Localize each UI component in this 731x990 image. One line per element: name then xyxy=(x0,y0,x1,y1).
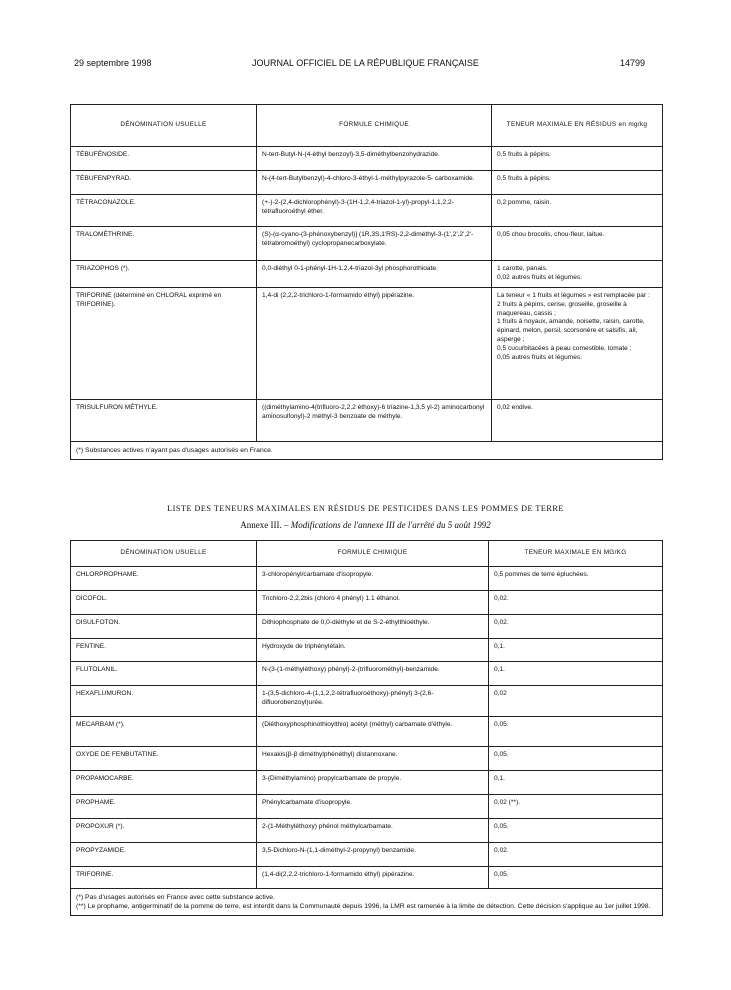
limit-line: La teneur « 1 fruits et légumes » est remplacée par : xyxy=(497,291,650,299)
limit-line: 0,05 chou brocolis, chou-fleur, laitue. xyxy=(497,231,605,238)
chemical-formula: 3,5-Dichloro-N-(1,1-diméthyl-2-propynyl) benzamide. xyxy=(257,843,489,867)
substance-name: TRALOMÉTHRINE. xyxy=(71,227,257,261)
table-row xyxy=(71,771,663,795)
substance-name: TÉTRACONAZOLE. xyxy=(71,195,257,227)
residue-table-2-body xyxy=(71,567,663,889)
table-row xyxy=(71,567,663,591)
residue-limit: 0,02. xyxy=(489,591,663,615)
table2-footnote: (*) Pas d'usages autorisés en France avec cette substance active. xyxy=(76,894,275,901)
residue-table-1-body xyxy=(71,147,663,442)
table-row xyxy=(71,843,663,867)
substance-name: TRISULFURON MÉTHYLE. xyxy=(71,399,257,441)
list-title: LISTE DES TENEURS MAXIMALES EN RÉSIDUS DE PESTICIDES DANS LES POMMES DE TERRE xyxy=(167,504,564,513)
table-row xyxy=(71,819,663,843)
chemical-formula: 2-(1-Méthyléthoxy) phénol méthylcarbamate. xyxy=(257,819,489,843)
table-row xyxy=(71,195,663,227)
residue-limit: 0,05. xyxy=(489,717,663,747)
substance-name: CHLORPROPHAME. xyxy=(71,567,257,591)
chemical-formula: Trichloro-2,2,2bis (chloro 4 phényl) 1.1 éthanol. xyxy=(257,591,489,615)
table-row xyxy=(71,686,663,717)
table-row xyxy=(71,717,663,747)
annex-label: Annexe III. – xyxy=(240,520,289,530)
table2-footnote: (**) Le prophame, antigerminatif de la pomme de terre, est interdit dans la Communauté depuis 1996, la LMR est ramenée à la limite de détection. Cette décision s'applique au 1er juillet 1998. xyxy=(76,903,651,911)
chemical-formula: Hexakis(β-β diméthylphénéthyl) distannoxane. xyxy=(257,747,489,771)
column-header-formula: FORMULE CHIMIQUE xyxy=(257,541,489,567)
chemical-formula: 1,4-di (2,2,2-trichloro-1-formamido éthyl) pipérazine. xyxy=(257,287,492,399)
residue-limit xyxy=(492,399,663,441)
limit-line: 1 fruits à noyaux, amande, noisette, raisin, carotte, épinard, melon, persil, scorsonère et salsifis, ail, asperge ; xyxy=(497,318,645,344)
limit-line: 0,5 cucurbitacées à peau comestible, tomate ; xyxy=(497,345,632,353)
limit-line: 2 fruits à pépins, cerise, groseille, groseille à maquereau, cassis ; xyxy=(497,300,627,317)
chemical-formula: Dithiophosphate de 0,0-diéthyle et de S-2-éthylthioéthyle. xyxy=(257,615,489,639)
chemical-formula: N-(3-(1-méthyléthoxy) phényl)-2-(trifluorométhyl)-benzamide. xyxy=(257,662,489,686)
chemical-formula: Hydroxyde de triphénylétain. xyxy=(257,639,489,662)
column-header-name: DÉNOMINATION USUELLE xyxy=(71,541,257,567)
column-header-name: DÉNOMINATION USUELLE xyxy=(71,105,257,147)
residue-limit: 0,1. xyxy=(489,662,663,686)
residue-table-2 xyxy=(70,540,663,916)
substance-name: FLUTOLANIL. xyxy=(71,662,257,686)
residue-limit: 0,02 (**). xyxy=(489,795,663,819)
table-row xyxy=(71,795,663,819)
substance-name: MECARBAM (*). xyxy=(71,717,257,747)
limit-line: 0,05 autres fruits et légumes. xyxy=(497,354,583,362)
substance-name: TRIFORINE (déterminé en CHLORAL exprimé en TRIFORINE). xyxy=(71,287,257,399)
substance-name: TRIAZOPHOS (*). xyxy=(71,261,257,288)
limit-line: 1 carotte, panais. xyxy=(497,265,548,272)
residue-limit xyxy=(492,147,663,171)
table-row xyxy=(71,227,663,261)
header-title: JOURNAL OFFICIEL DE LA RÉPUBLIQUE FRANÇAISE xyxy=(252,58,479,68)
header-date: 29 septembre 1998 xyxy=(74,58,152,68)
column-header-limit: TENEUR MAXIMALE EN MG/KG xyxy=(489,541,663,567)
limit-line: 0,5 fruits à pépins. xyxy=(497,175,551,182)
chemical-formula: (S)-(α-cyano-(3-phénoxybenzyl)] (1R,3S,1'RS)-2,2-diméthyl-3-(1',2',2',2'-tétrabromoéthyl) cyclopropanecarboxylate. xyxy=(257,227,492,261)
residue-limit: 0,02. xyxy=(489,615,663,639)
substance-name: PROPYZAMIDE. xyxy=(71,843,257,867)
residue-limit: 0,05. xyxy=(489,819,663,843)
substance-name: TÉBUFENPYRAD. xyxy=(71,171,257,195)
chemical-formula: 0,0-diéthyl 0-1-phényl-1H-1,2,4-triazol-3yl phosphorothioate. xyxy=(257,261,492,288)
residue-limit: 0,05. xyxy=(489,747,663,771)
substance-name: DICOFOL. xyxy=(71,591,257,615)
annex-text: Modifications de l'annexe III de l'arrêté du 5 août 1992 xyxy=(290,520,491,530)
column-header-limit: TENEUR MAXIMALE EN RÉSIDUS en mg/kg xyxy=(492,105,663,147)
residue-limit xyxy=(492,195,663,227)
chemical-formula: N-(4-tert-Butylbenzyl)-4-chloro-3-éthyl-1-méthylpyrazole-5- carboxamide. xyxy=(257,171,492,195)
substance-name: PROPOXUR (*). xyxy=(71,819,257,843)
substance-name: PROPAMOCARBE. xyxy=(71,771,257,795)
chemical-formula: (+-)-2-(2,4-dichlorophényl)-3-(1H-1,2,4-triazol-1-yl)-propyl-1,1,2,2-tétrafluoroéthyl éther. xyxy=(257,195,492,227)
substance-name: DISULFOTON. xyxy=(71,615,257,639)
limit-line: 0,02 autres fruits et légumes. xyxy=(497,273,583,281)
table1-footnote: (*) Substances actives n'ayant pas d'usages autorisés en France. xyxy=(71,441,663,459)
residue-table-1 xyxy=(70,104,663,460)
limit-line: 0,02 endive. xyxy=(497,403,533,411)
table-row xyxy=(71,747,663,771)
table-row xyxy=(71,662,663,686)
residue-limit: 0,1. xyxy=(489,771,663,795)
table-row xyxy=(71,615,663,639)
residue-limit: 0,02 xyxy=(489,686,663,717)
table-row xyxy=(71,591,663,615)
header-page-number: 14799 xyxy=(620,58,646,68)
residue-limit xyxy=(492,287,663,399)
substance-name: OXYDE DE FENBUTATINE. xyxy=(71,747,257,771)
chemical-formula: N-tert-Butyl-N-(4-éthyl benzoyl)-3,5-diméthylbenzohydrazide. xyxy=(257,147,492,171)
substance-name: TÉBUFÉNOSIDE. xyxy=(71,147,257,171)
residue-limit xyxy=(492,227,663,261)
residue-limit: 0,05. xyxy=(489,867,663,889)
chemical-formula: 1-(3,5-dichloro-4-(1,1,2,2-tétrafluoroéthoxy)-phényl) 3-(2,6-difluorobenzoyl)urée. xyxy=(257,686,489,717)
residue-limit: 0,1. xyxy=(489,639,663,662)
chemical-formula: ((diméthylamino-4(trifluoro-2,2,2 éthoxy)-6 triazine-1,3,5 yl-2) aminocarbonyl aminosulfonyl)-2 méthyl-3 benzoate de méthyle. xyxy=(257,399,492,441)
substance-name: FENTINE. xyxy=(71,639,257,662)
table-row xyxy=(71,287,663,399)
table-row xyxy=(71,261,663,288)
substance-name: TRIFORINE. xyxy=(71,867,257,889)
chemical-formula: (1,4-di(2,2,2-trichloro-1-formamido éthyl) pipérazine. xyxy=(257,867,489,889)
residue-limit xyxy=(492,171,663,195)
table-row xyxy=(71,639,663,662)
limit-line: 0,2 pomme, raisin. xyxy=(497,199,552,206)
chemical-formula: 3-(Diméthylamino) propylcarbamate de propyle. xyxy=(257,771,489,795)
table-row xyxy=(71,147,663,171)
table-row xyxy=(71,399,663,441)
residue-limit xyxy=(492,261,663,288)
substance-name: HEXAFLUMURON. xyxy=(71,686,257,717)
limit-line: 0,5 fruits à pépins. xyxy=(497,151,551,158)
residue-limit: 0,02. xyxy=(489,843,663,867)
substance-name: PROPHAME. xyxy=(71,795,257,819)
annex-heading xyxy=(0,520,731,530)
table2-footnotes xyxy=(71,889,663,916)
table-row xyxy=(71,171,663,195)
table-row xyxy=(71,867,663,889)
chemical-formula: 3-chloropényl/carbamate d'isopropyle. xyxy=(257,567,489,591)
residue-limit: 0,5 pommes de terre épluchées. xyxy=(489,567,663,591)
chemical-formula: (Diéthoxyphosphinothioylthio) acétyl (méthyl) carbamate d'éthyle. xyxy=(257,717,489,747)
column-header-formula: FORMULE CHIMIQUE xyxy=(257,105,492,147)
chemical-formula: Phénylcarbamate d'isopropyle. xyxy=(257,795,489,819)
